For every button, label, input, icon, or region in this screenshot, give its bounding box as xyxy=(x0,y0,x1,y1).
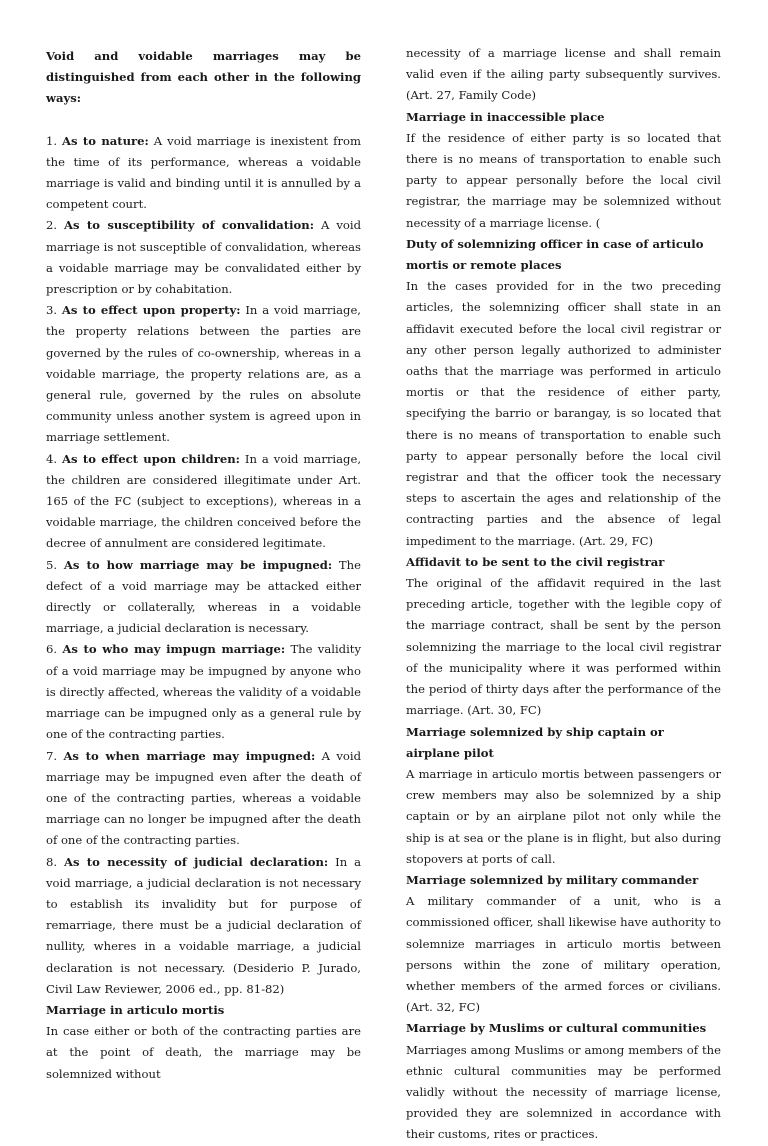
item-text: The defect of a void marriage may be attacked either directly or collaterally, whereas in a voidable marriage, a judicial declaration is necessary. xyxy=(46,557,361,636)
section-paragraph: A military commander of a unit, who is a commissioned officer, shall likewise have authority to solemnize marriages in articulo mortis between persons within the zone of military operation, whether members of the armed forces or civilians. (Art. 32, FC) xyxy=(406,894,721,1015)
item-title: As to how marriage may be impugned: xyxy=(63,557,333,572)
item-title: As to who may impugn marriage: xyxy=(62,642,286,657)
intro-paragraph: Void and voidable marriages may be distinguished from each other in the following ways: xyxy=(46,49,361,106)
section-heading: Marriage in articulo mortis xyxy=(46,1002,225,1017)
item-number: 4. xyxy=(46,451,58,466)
item-text: In a void marriage, the property relations between the parties are governed by the rules of co-ownership, whereas in a voidable marriage, the property relations are, as a general rule, governed by the rules on absolute community unless another system is agreed upon in marriage settlement. xyxy=(46,303,361,445)
item-text: A void marriage is inexistent from the time of its performance, whereas a voidable marriage is valid and binding until it is annulled by a competent court. xyxy=(46,133,361,212)
list-item xyxy=(46,131,361,216)
list-item xyxy=(46,215,361,300)
item-number: 2. xyxy=(46,218,58,233)
item-text: A void marriage is not susceptible of convalidation, whereas a voidable marriage may be convalidated either by prescription or by cohabitation. xyxy=(46,218,361,297)
right-column xyxy=(406,43,721,1146)
item-number: 7. xyxy=(46,748,58,763)
item-number: 1. xyxy=(46,133,58,148)
section-heading: Duty of solemnizing officer in case of articulo mortis or remote places xyxy=(406,236,704,273)
list-item xyxy=(46,746,361,852)
item-number: 3. xyxy=(46,303,58,318)
section-heading: Marriage by Muslims or cultural communities xyxy=(406,1021,707,1036)
list-item xyxy=(46,639,361,745)
item-number: 6. xyxy=(46,642,58,657)
section-heading: Affidavit to be sent to the civil registrar xyxy=(406,554,665,569)
section-heading: Marriage in inaccessible place xyxy=(406,109,605,124)
item-title: As to necessity of judicial declaration: xyxy=(63,854,329,869)
section-paragraph: In case either or both of the contracting parties are at the point of death, the marriage may be solemnized without xyxy=(46,1024,361,1081)
section-paragraph: The original of the affidavit required in the last preceding article, together with the legible copy of the marriage contract, shall be sent by the person solemnizing the marriage to the local civil registrar of the municipality where it was performed within the period of thirty days after the performance of the marriage. (Art. 30, FC) xyxy=(406,576,721,718)
left-column xyxy=(46,46,361,1085)
item-text: A void marriage may be impugned even after the death of one of the contracting parties, whereas a voidable marriage can no longer be impugned after the death of one of the contracting parties. xyxy=(46,748,362,848)
section-paragraph: If the residence of either party is so located that there is no means of transportation to enable such party to appear personally before the local civil registrar, the marriage may be solemnized without necessity of a marriage license. ( xyxy=(406,130,721,230)
list-item xyxy=(46,300,361,448)
item-title: As to effect upon property: xyxy=(61,303,241,318)
item-text: The validity of a void marriage may be impugned by anyone who is directly affected, whereas the validity of a voidable marriage can be impugned only as a general rule by one of the contracting parties. xyxy=(46,642,361,742)
section-heading: Marriage solemnized by ship captain or airplane pilot xyxy=(406,724,664,760)
list-item xyxy=(46,449,361,555)
section-paragraph: In the cases provided for in the two preceding articles, the solemnizing officer shall state in an affidavit executed before the local civil registrar or any other person legally authorized to administer oaths that the marriage was performed in articulo mortis or that the residence of either party, specifying the barrio or barangay, is so located that there is no means of transportation to enable such party to appear personally before the local civil registrar and that the officer took the necessary steps to ascertain the ages and relationship of the contracting parties and the absence of legal impediment to the marriage. (Art. 29, FC) xyxy=(406,279,721,548)
continuation-paragraph: necessity of a marriage license and shall remain valid even if the ailing party subsequently survives. (Art. 27, Family Code) xyxy=(406,46,721,103)
item-number: 5. xyxy=(46,557,58,572)
item-text: In a void marriage, a judicial declaration is not necessary to establish its invalidity but for purpose of remarriage, there must be a judicial declaration of nullity, wheres in a voidable marriage, a judicial declaration is not necessary. (Desiderio P. Jurado, Civil Law Reviewer, 2006 ed., pp. 81-82) xyxy=(46,854,361,996)
section-paragraph: Marriages among Muslims or among members of the ethnic cultural communities may be performed validly without the necessity of marriage license, provided they are solemnized in accordance with their customs, rites or practices. xyxy=(406,1042,721,1142)
item-title: As to effect upon children: xyxy=(62,451,240,466)
section-paragraph: A marriage in articulo mortis between passengers or crew members may also be solemnized by a ship captain or by an airplane pilot not only while the ship is at sea or the plane is in flight, but also during stopovers at ports of call. xyxy=(406,766,721,866)
section-heading: Marriage solemnized by military commander xyxy=(406,872,699,887)
item-number: 8. xyxy=(46,854,58,869)
item-title: As to susceptibility of convalidation: xyxy=(64,218,314,233)
item-text: In a void marriage, the children are considered illegitimate under Art. 165 of the FC (subject to exceptions), whereas in a voidable marriage, the children conceived before the decree of annulment are considered legitimate. xyxy=(46,451,361,551)
item-title: As to when marriage may impugned: xyxy=(63,748,316,763)
list-item xyxy=(46,852,361,1000)
list-item xyxy=(46,555,361,640)
item-title: As to nature: xyxy=(62,133,149,148)
